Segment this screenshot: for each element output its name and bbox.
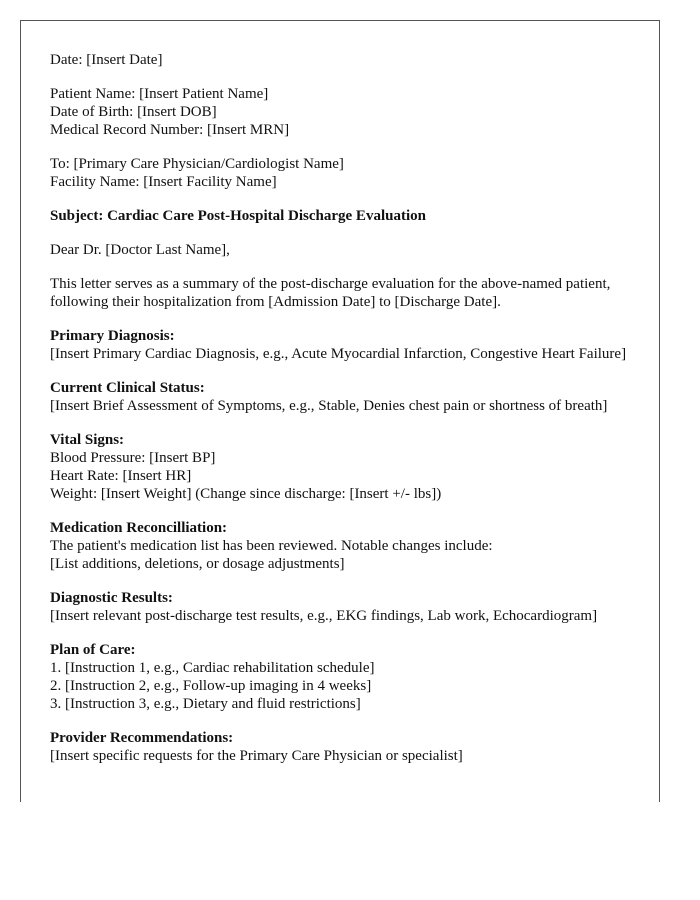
letter-page xyxy=(20,20,660,802)
vital-weight: Weight: [Insert Weight] (Change since discharge: [Insert +/- lbs]) xyxy=(50,486,442,502)
vital-heart-rate: Heart Rate: [Insert HR] xyxy=(50,468,192,484)
section-text: [Insert specific requests for the Primary Care Physician or specialist] xyxy=(50,748,463,764)
section-heading: Diagnostic Results: xyxy=(50,590,173,606)
section-heading: Primary Diagnosis: xyxy=(50,328,175,344)
plan-of-care-section xyxy=(50,641,640,713)
plan-item: 1. [Instruction 1, e.g., Cardiac rehabilitation schedule] xyxy=(50,660,375,676)
recommendations-section xyxy=(50,729,640,765)
section-text: [Insert Brief Assessment of Symptoms, e.g., Stable, Denies chest pain or shortness of breath] xyxy=(50,398,608,414)
date-line: Date: [Insert Date] xyxy=(50,52,163,68)
vital-signs-section xyxy=(50,431,640,503)
intro-paragraph xyxy=(50,275,640,311)
section-heading: Vital Signs: xyxy=(50,432,125,448)
section-heading: Current Clinical Status: xyxy=(50,380,205,396)
diagnostic-results-section xyxy=(50,589,640,625)
medication-changes-text: [List additions, deletions, or dosage adjustments] xyxy=(50,556,345,572)
medication-review-text: The patient's medication list has been reviewed. Notable changes include: xyxy=(50,538,493,554)
patient-dob: Date of Birth: [Insert DOB] xyxy=(50,104,217,120)
primary-diagnosis-section xyxy=(50,327,640,363)
subject-block xyxy=(50,207,640,225)
recipient-to: To: [Primary Care Physician/Cardiologist Name] xyxy=(50,156,344,172)
subject-line: Subject: Cardiac Care Post-Hospital Discharge Evaluation xyxy=(50,208,426,224)
patient-info-block xyxy=(50,85,640,139)
salutation: Dear Dr. [Doctor Last Name], xyxy=(50,242,230,258)
plan-item: 3. [Instruction 3, e.g., Dietary and fluid restrictions] xyxy=(50,696,361,712)
date-block xyxy=(50,51,640,69)
letter-body xyxy=(50,51,640,781)
recipient-facility: Facility Name: [Insert Facility Name] xyxy=(50,174,277,190)
vital-blood-pressure: Blood Pressure: [Insert BP] xyxy=(50,450,216,466)
section-text: [Insert Primary Cardiac Diagnosis, e.g., Acute Myocardial Infarction, Congestive Heart Failure] xyxy=(50,346,627,362)
patient-name: Patient Name: [Insert Patient Name] xyxy=(50,86,269,102)
recipient-block xyxy=(50,155,640,191)
section-heading: Medication Reconcilliation: xyxy=(50,520,228,536)
section-heading: Provider Recommendations: xyxy=(50,730,234,746)
clinical-status-section xyxy=(50,379,640,415)
section-heading: Plan of Care: xyxy=(50,642,136,658)
salutation-block xyxy=(50,241,640,259)
plan-item: 2. [Instruction 2, e.g., Follow-up imaging in 4 weeks] xyxy=(50,678,372,694)
medication-section xyxy=(50,519,640,573)
intro-text: This letter serves as a summary of the post-discharge evaluation for the above-named patient, following their hospitalization from [Admission Date] to [Discharge Date]. xyxy=(50,276,611,310)
patient-mrn: Medical Record Number: [Insert MRN] xyxy=(50,122,290,138)
section-text: [Insert relevant post-discharge test results, e.g., EKG findings, Lab work, Echocardiogram] xyxy=(50,608,598,624)
